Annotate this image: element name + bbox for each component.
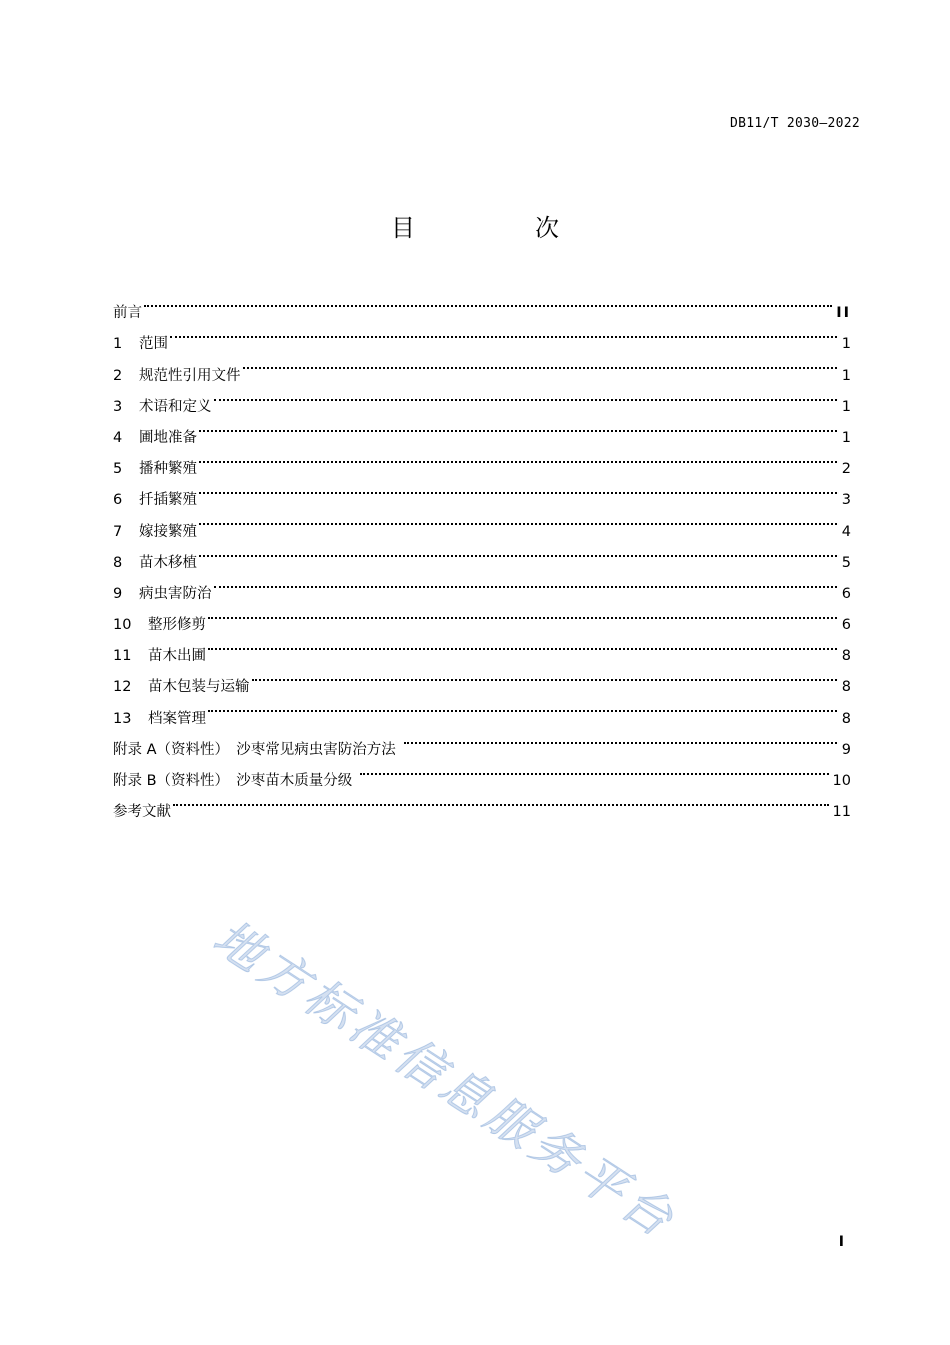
toc-dot-leader [144,286,832,317]
toc-entry-label: 圃地准备 [139,429,197,446]
toc-entry-page: 1 [841,336,851,353]
toc-entry-page: 8 [841,679,851,696]
toc-dot-leader [214,567,838,598]
toc-entry-label: 前言 [113,305,142,322]
toc-dot-leader [360,754,828,785]
toc-entry-label: 扦插繁殖 [139,492,197,509]
toc-entry-page: 1 [841,429,851,446]
toc-entry-page: 8 [841,648,851,665]
toc-entry-pruning[interactable] [113,598,851,634]
toc-entry-number: 2 [113,367,123,384]
toc-entry-label: 病虫害防治 [139,585,212,602]
toc-dot-leader [199,473,837,504]
toc-entry-label: 规范性引用文件 [139,367,241,384]
toc-entry-number: 8 [113,554,123,571]
toc-entry-cutting-propagation[interactable] [113,473,851,509]
toc-entry-label: 参考文献 [113,804,171,821]
toc-entry-page: 1 [841,398,851,415]
toc-entry-seedling-transplanting[interactable] [113,536,851,571]
toc-entry-page: 6 [841,585,851,602]
toc-entry-page: 5 [841,554,851,571]
toc-entry-label: 苗木移植 [139,554,197,571]
toc-entry-page: 8 [841,710,851,727]
toc-dot-leader [404,723,837,754]
toc-entry-grafting-propagation[interactable] [113,504,851,540]
toc-entry-normative-references[interactable] [113,348,851,384]
toc-entry-label: 苗木出圃 [148,648,206,665]
toc-dot-leader [208,691,837,722]
page-number: I [838,1234,844,1250]
toc-entry-label: 附录 A（资料性） 沙枣常见病虫害防治方法 [113,741,396,758]
toc-entry-scope[interactable] [113,317,851,353]
toc-entry-label: 范围 [139,336,168,353]
toc-dot-leader [199,411,837,442]
toc-dot-leader [208,629,837,660]
toc-entry-terms-definitions[interactable] [113,380,851,415]
toc-entry-number: 3 [113,398,123,415]
toc-entry-page: 10 [832,773,851,789]
toc-entry-page: 2 [841,461,851,478]
toc-entry-preface[interactable] [113,286,851,322]
toc-entry-number: 6 [113,492,123,509]
toc-entry-page: 9 [841,741,851,758]
toc-dot-leader [170,317,837,348]
toc-entry-nursery-preparation[interactable] [113,411,851,446]
toc-entry-number: 12 [113,679,132,696]
toc-entry-page: 4 [841,523,851,540]
toc-entry-number: 1 [113,336,123,353]
toc-entry-page: 1 [841,367,851,384]
toc-entry-packaging-transport[interactable] [113,660,851,696]
toc-dot-leader [199,536,837,567]
toc-entry-pest-control[interactable] [113,567,851,602]
toc-entry-number: 7 [113,523,123,540]
toc-entry-seedling-lifting[interactable] [113,629,851,665]
table-of-contents [113,286,851,821]
toc-entry-number: 5 [113,461,123,478]
toc-entry-number: 4 [113,429,123,446]
toc-entry-label: 档案管理 [148,710,206,727]
toc-entry-appendix-a[interactable] [113,723,851,758]
watermark: 地方标准信息服务平台 [203,909,687,1251]
toc-entry-label: 嫁接繁殖 [139,523,197,540]
toc-title: 目 次 [391,214,607,242]
toc-entry-page: 11 [832,804,851,821]
toc-dot-leader [252,660,838,691]
toc-entry-records-management[interactable] [113,691,851,727]
toc-dot-leader [243,348,838,379]
toc-entry-page: 3 [841,492,851,509]
toc-entry-label: 附录 B（资料性） 沙枣苗木质量分级 [113,773,353,789]
toc-entry-label: 苗木包装与运输 [148,679,250,696]
toc-entry-label: 播种繁殖 [139,461,197,478]
toc-entry-number: 10 [113,617,132,634]
toc-dot-leader [173,785,829,816]
document-code: DB11/T 2030—2022 [729,116,860,131]
toc-dot-leader [199,504,837,535]
toc-entry-bibliography[interactable] [113,785,851,821]
toc-dot-leader [214,380,838,411]
toc-entry-page: II [836,305,851,322]
toc-entry-number: 9 [113,585,123,602]
toc-entry-number: 11 [113,648,132,665]
toc-entry-label: 术语和定义 [139,398,212,415]
toc-entry-number: 13 [113,710,132,727]
toc-entry-page: 6 [841,617,851,634]
toc-entry-label: 整形修剪 [148,617,206,634]
toc-entry-seed-propagation[interactable] [113,442,851,478]
toc-dot-leader [208,598,837,629]
toc-dot-leader [199,442,837,473]
